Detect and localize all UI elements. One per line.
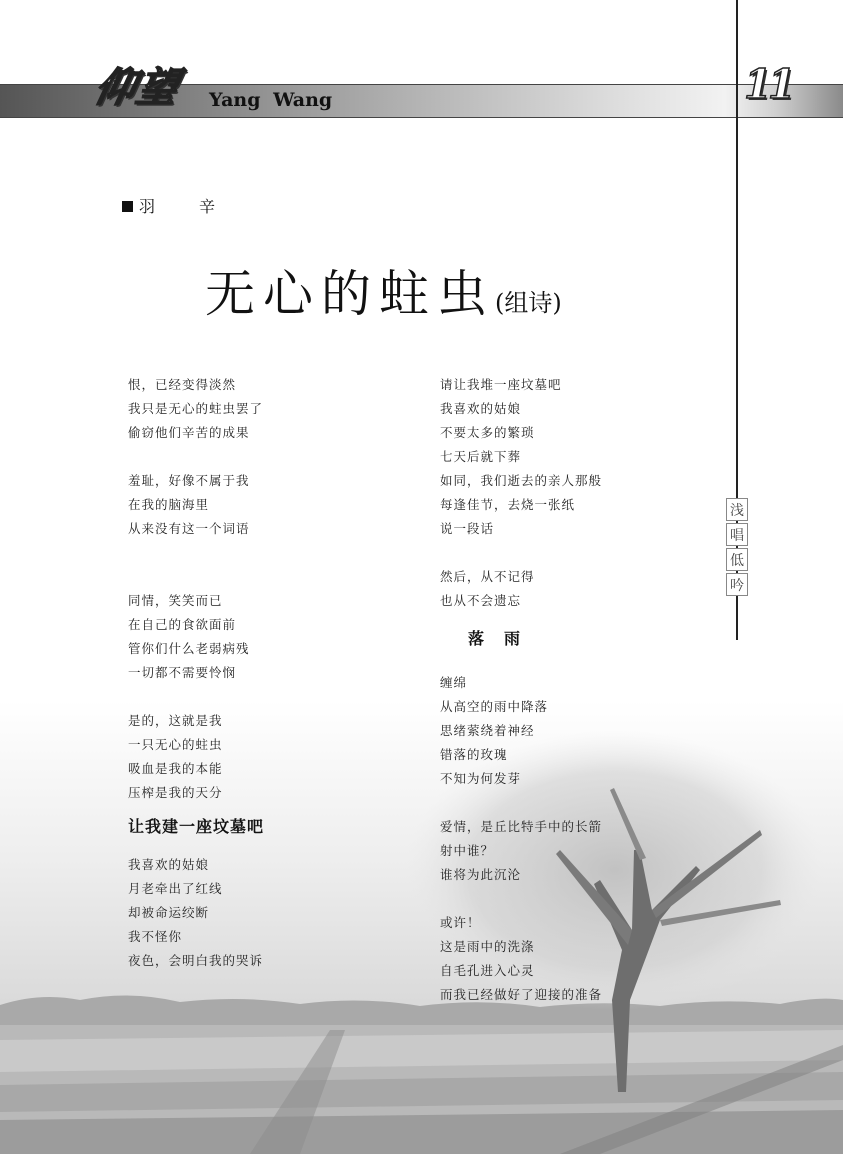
poem-line: 请让我堆一座坟墓吧 bbox=[440, 377, 562, 392]
poem-line: 爱情，是丘比特手中的长箭 bbox=[440, 819, 603, 834]
poem-line: 一切都不需要怜悯 bbox=[128, 665, 237, 680]
right-poem-column bbox=[440, 373, 730, 1007]
poem-line: 或许！ bbox=[440, 915, 481, 930]
poem-line: 错落的玫瑰 bbox=[440, 747, 508, 762]
poem-line: 管你们什么老弱病残 bbox=[128, 641, 250, 656]
poem-line: 谁将为此沉沦 bbox=[440, 867, 522, 882]
poem-line: 思绪萦绕着神经 bbox=[440, 723, 535, 738]
section-heading: 让我建一座坟墓吧 bbox=[128, 817, 265, 836]
left-poem-column bbox=[128, 373, 408, 973]
magazine-logo: 仰望 bbox=[90, 65, 185, 111]
poem-line: 夜色，会明白我的哭诉 bbox=[128, 953, 264, 968]
section-latin-title: Yang Wang bbox=[209, 89, 333, 111]
poem-line: 在自己的食欲面前 bbox=[128, 617, 237, 632]
poem-line: 羞耻，好像不属于我 bbox=[128, 473, 250, 488]
poem-line: 射中谁？ bbox=[440, 843, 495, 858]
poem-line: 月老牵出了红线 bbox=[128, 881, 223, 896]
poem-line: 我只是无心的蛀虫罢了 bbox=[128, 401, 264, 416]
poem-line: 不要太多的繁琐 bbox=[440, 425, 535, 440]
poem-line: 也从不会遗忘 bbox=[440, 593, 522, 608]
author-byline bbox=[122, 194, 229, 217]
poem-line: 偷窃他们辛苦的成果 bbox=[128, 425, 250, 440]
poem-line: 我喜欢的姑娘 bbox=[440, 401, 522, 416]
author-name: 羽 辛 bbox=[139, 197, 230, 216]
poem-line: 自毛孔进入心灵 bbox=[440, 963, 535, 978]
poem-line: 我喜欢的姑娘 bbox=[128, 857, 210, 872]
poem-line: 却被命运绞断 bbox=[128, 905, 210, 920]
poem-line: 如同，我们逝去的亲人那般 bbox=[440, 473, 603, 488]
poem-line: 我不怪你 bbox=[128, 929, 183, 944]
poem-line: 不知为何发芽 bbox=[440, 771, 522, 786]
page-number: 11 bbox=[744, 61, 792, 108]
poem-line: 压榨是我的天分 bbox=[128, 785, 223, 800]
poem-line: 说一段话 bbox=[440, 521, 495, 536]
section-heading: 落雨 bbox=[468, 629, 541, 648]
poem-line: 从来没有这一个词语 bbox=[128, 521, 250, 536]
poem-line: 从高空的雨中降落 bbox=[440, 699, 549, 714]
poem-title-suffix: (组诗) bbox=[495, 289, 562, 317]
poem-line: 然后，从不记得 bbox=[440, 569, 535, 584]
poem-line: 这是雨中的洗涤 bbox=[440, 939, 535, 954]
poem-line: 七天后就下葬 bbox=[440, 449, 522, 464]
poem-line: 缠绵 bbox=[440, 675, 468, 690]
poem-line: 是的，这就是我 bbox=[128, 713, 223, 728]
poem-title bbox=[205, 254, 562, 326]
poem-line: 而我已经做好了迎接的准备 bbox=[440, 987, 603, 1002]
poem-line: 吸血是我的本能 bbox=[128, 761, 223, 776]
side-label-char: 吟 bbox=[726, 573, 748, 596]
side-label-char: 唱 bbox=[726, 523, 748, 546]
square-bullet-icon bbox=[122, 201, 133, 212]
poem-title-main: 无心的蛀虫 bbox=[205, 265, 495, 323]
poem-line: 一只无心的蛀虫 bbox=[128, 737, 223, 752]
poem-line: 在我的脑海里 bbox=[128, 497, 210, 512]
poem-line: 恨，已经变得淡然 bbox=[128, 377, 237, 392]
side-label-char: 低 bbox=[726, 548, 748, 571]
poem-line: 同情，笑笑而已 bbox=[128, 593, 223, 608]
poem-line: 每逢佳节，去烧一张纸 bbox=[440, 497, 576, 512]
side-label-char: 浅 bbox=[726, 498, 748, 521]
